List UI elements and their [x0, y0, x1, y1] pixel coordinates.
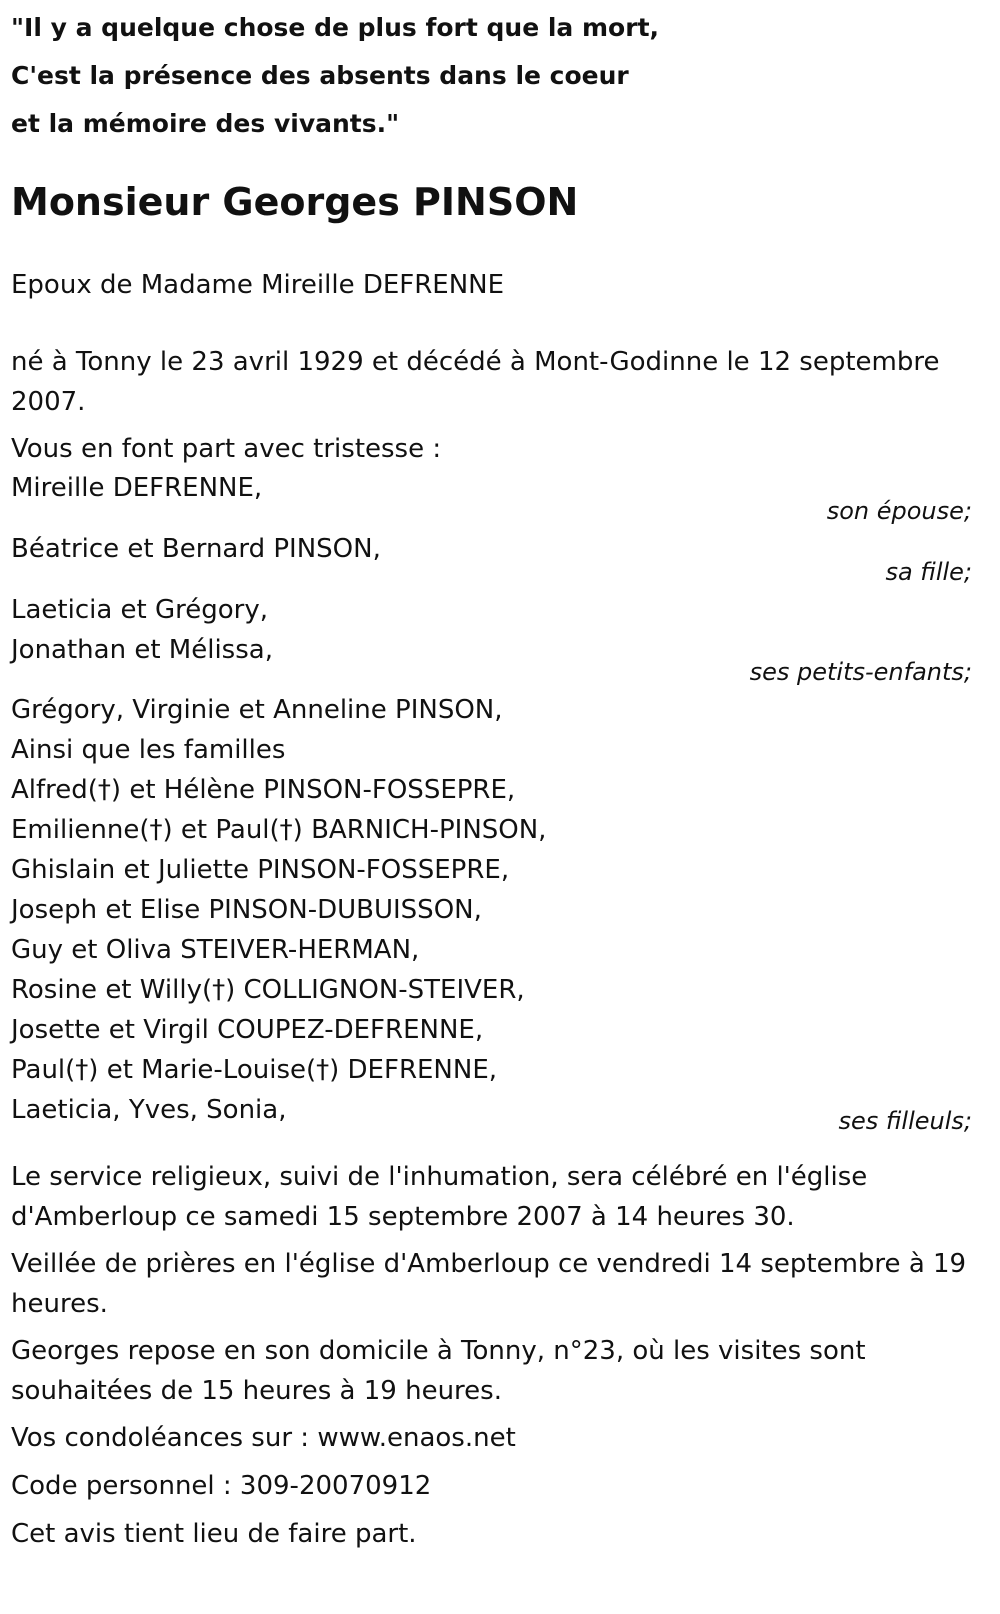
- memorial-quote: [11, 4, 659, 148]
- family-name-line: Mireille DEFRENNE,: [11, 473, 263, 503]
- family-name-line: Grégory, Virginie et Anneline PINSON,: [11, 695, 503, 725]
- service-ceremony: Le service religieux, suivi de l'inhumation, sera célébré en l'église d'Amberloup ce samedi 15 septembre 2007 à 14 heures 30.: [11, 1162, 868, 1232]
- family-name-line: Paul(†) et Marie-Louise(†) DEFRENNE,: [11, 1055, 498, 1085]
- role-spouse: son épouse;: [826, 497, 972, 525]
- family-names-daughter: [11, 529, 381, 569]
- quote-line: C'est la présence des absents dans le coeur: [11, 61, 629, 90]
- role-grandchildren: ses petits-enfants;: [749, 658, 972, 686]
- family-name-line: Ghislain et Juliette PINSON-FOSSEPRE,: [11, 855, 510, 885]
- quote-line: et la mémoire des vivants.": [11, 109, 400, 138]
- family-name-line: Jonathan et Mélissa,: [11, 635, 273, 665]
- family-name-line: Ainsi que les familles: [11, 735, 286, 765]
- service-vigil: Veillée de prières en l'église d'Amberloup ce vendredi 14 septembre à 19 heures.: [11, 1249, 967, 1319]
- family-name-line: Rosine et Willy(†) COLLIGNON-STEIVER,: [11, 975, 525, 1005]
- family-name-line: Alfred(†) et Hélène PINSON-FOSSEPRE,: [11, 775, 516, 805]
- announcement-intro: Vous en font part avec tristesse :: [11, 434, 442, 464]
- family-name-line: Laeticia, Yves, Sonia,: [11, 1095, 287, 1125]
- role-daughter: sa fille;: [885, 558, 972, 586]
- closing-note: Cet avis tient lieu de faire part.: [11, 1519, 417, 1549]
- family-names-spouse: [11, 468, 262, 508]
- quote-line: "Il y a quelque chose de plus fort que la mort,: [11, 13, 660, 42]
- birth-death-line: né à Tonny le 23 avril 1929 et décédé à Mont-Godinne le 12 septembre 2007.: [11, 347, 940, 417]
- service-visits: Georges repose en son domicile à Tonny, n°23, où les visites sont souhaitées de 15 heures à 19 heures.: [11, 1336, 866, 1406]
- family-names-godchildren: [11, 690, 546, 1130]
- family-name-line: Josette et Virgil COUPEZ-DEFRENNE,: [11, 1015, 484, 1045]
- family-names-grandchildren: [11, 590, 273, 670]
- spouse-line: Epoux de Madame Mireille DEFRENNE: [11, 270, 505, 300]
- personal-code: Code personnel : 309-20070912: [11, 1471, 432, 1501]
- deceased-name: Monsieur Georges PINSON: [11, 180, 579, 224]
- family-name-line: Béatrice et Bernard PINSON,: [11, 534, 381, 564]
- family-name-line: Emilienne(†) et Paul(†) BARNICH-PINSON,: [11, 815, 547, 845]
- family-name-line: Joseph et Elise PINSON-DUBUISSON,: [11, 895, 482, 925]
- role-godchildren: ses filleuls;: [838, 1107, 972, 1135]
- condolences-line: Vos condoléances sur : www.enaos.net: [11, 1423, 516, 1453]
- family-name-line: Laeticia et Grégory,: [11, 595, 269, 625]
- family-name-line: Guy et Oliva STEIVER-HERMAN,: [11, 935, 420, 965]
